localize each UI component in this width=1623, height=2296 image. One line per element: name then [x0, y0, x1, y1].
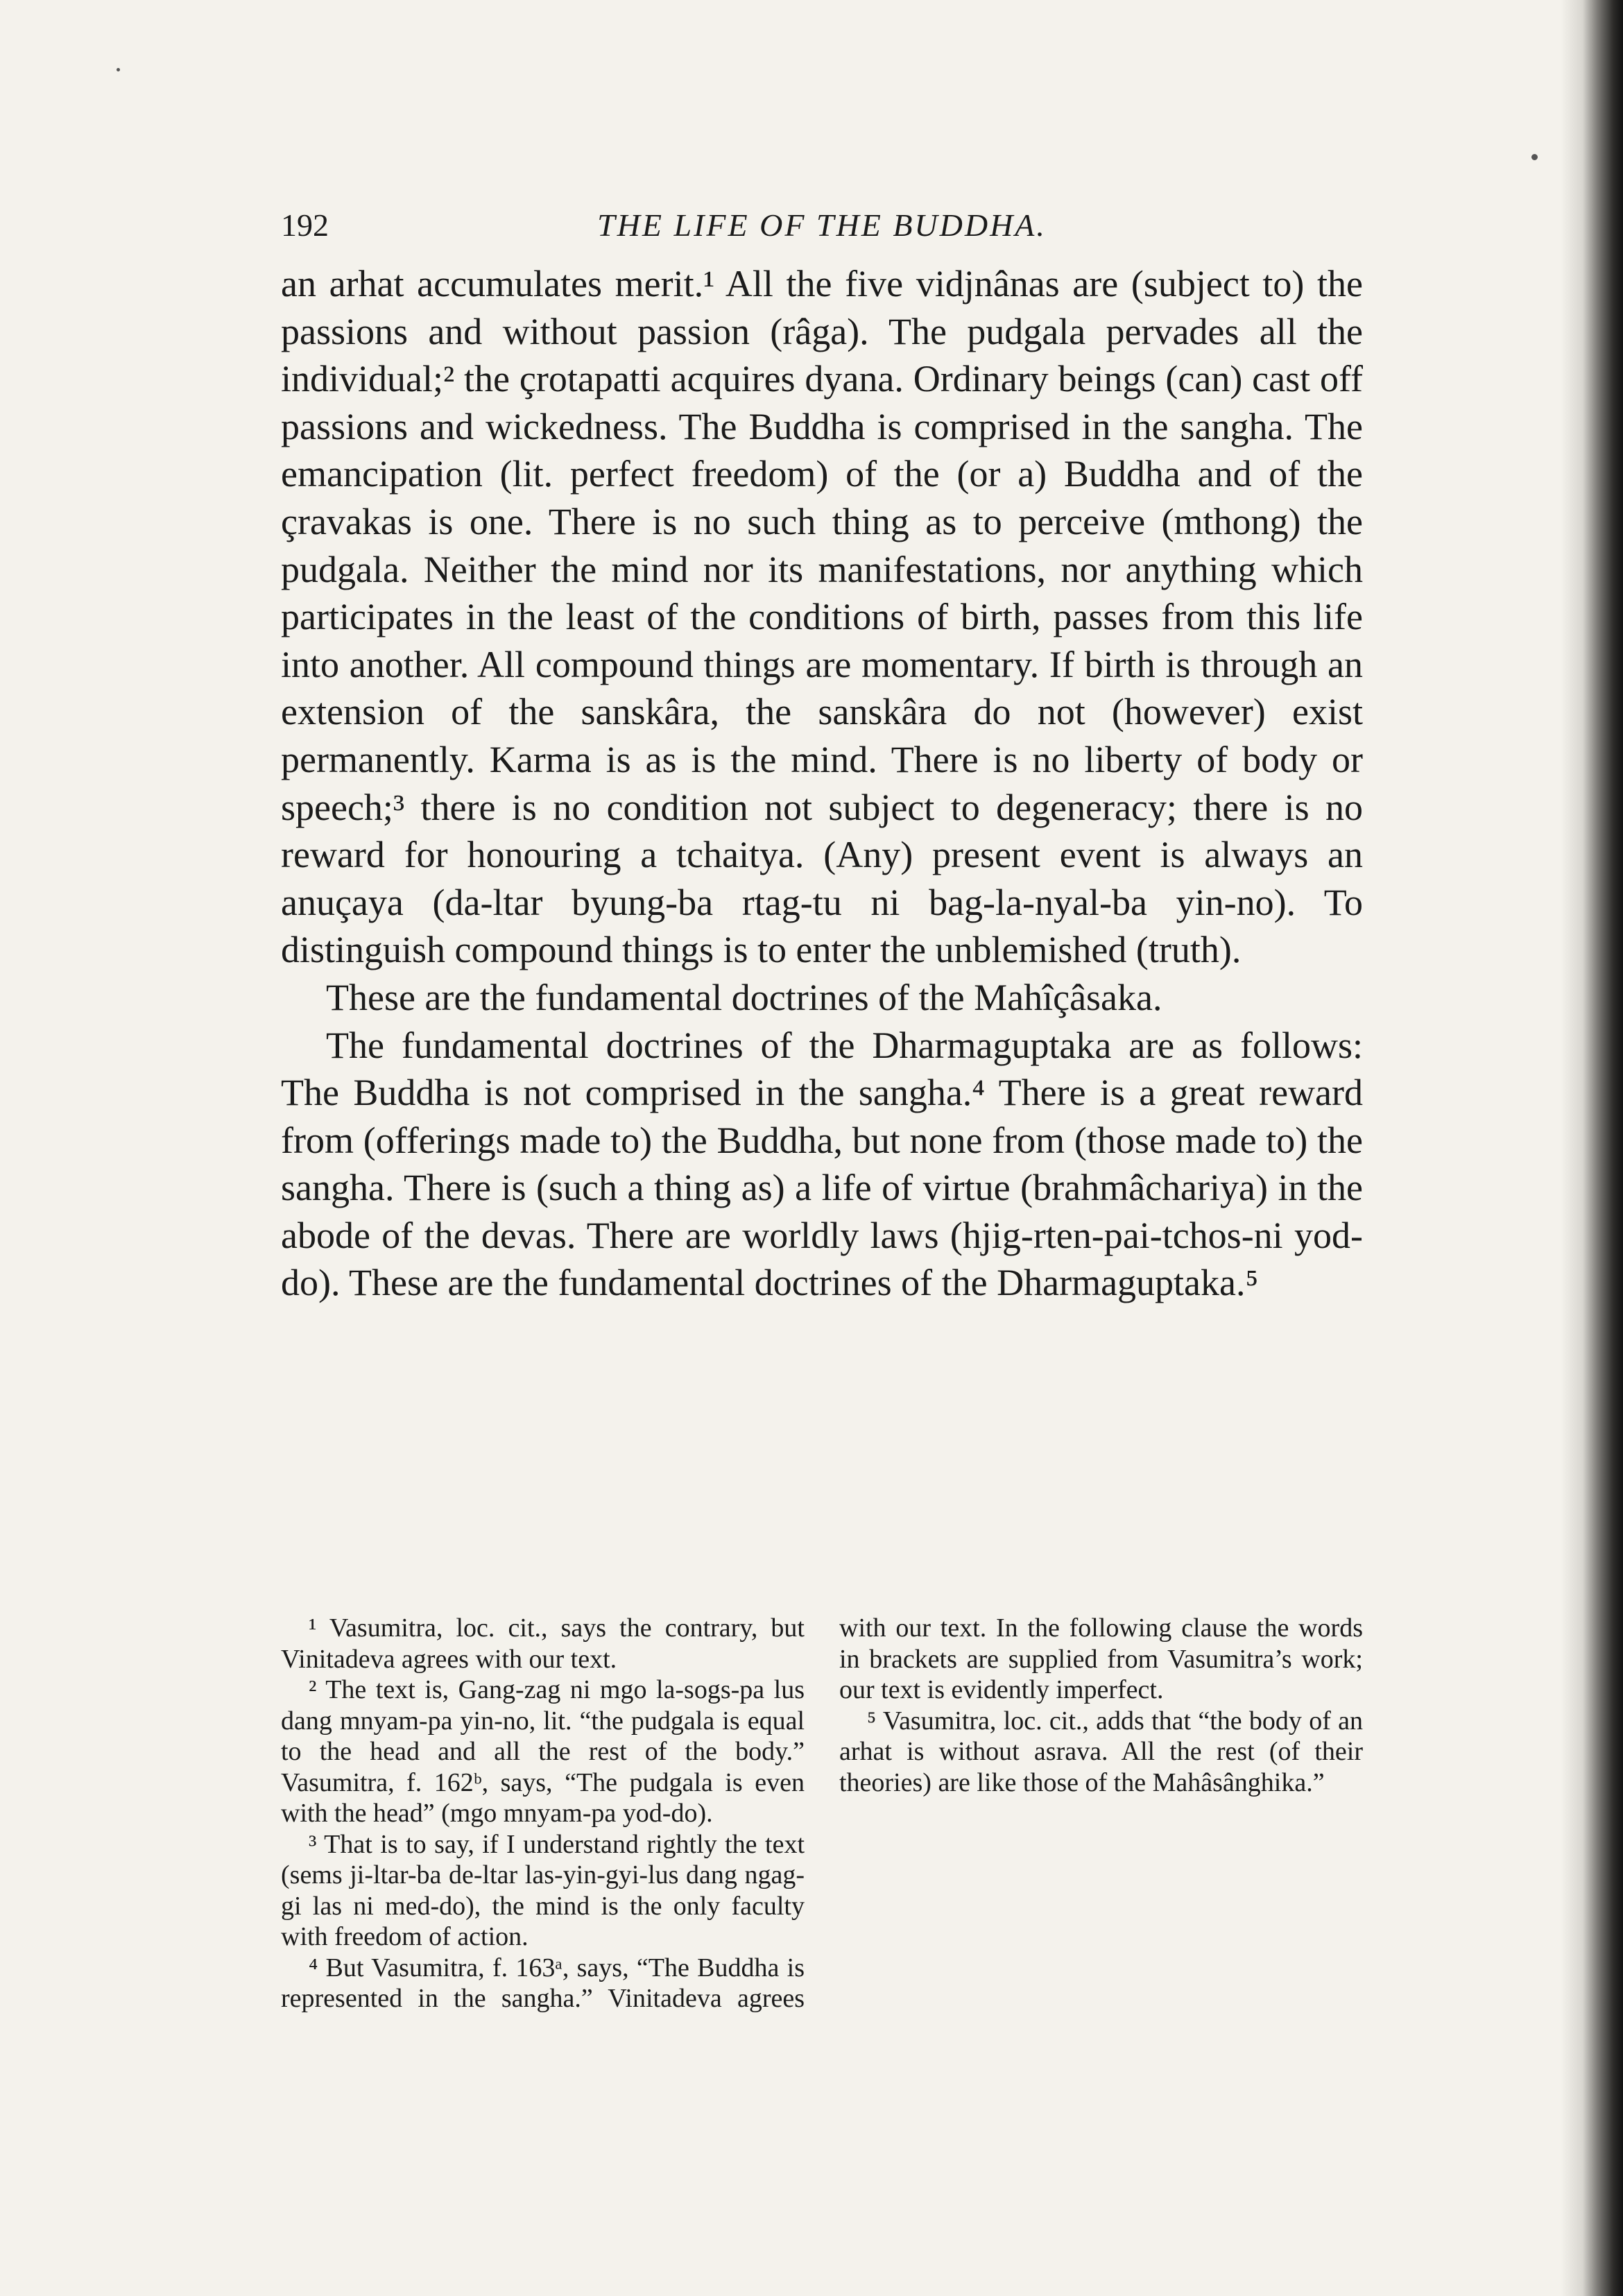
dust-speck [1531, 154, 1538, 160]
page-number: 192 [281, 207, 329, 243]
footnote-4: ⁴ But Vasumitra, f. 163ᵃ, says, “The Buddha is represented in the sangha.” Vinitadeva agrees with our text. In the following clause the words in brackets are supplied from Vasumitra’s work; our text is evidently imperfect. [281, 1613, 1363, 2013]
footnote-1: ¹ Vasumitra, loc. cit., says the contrary, but Vinitadeva agrees with our text. [281, 1613, 805, 1674]
paragraph-dharmaguptaka-doctrines: The fundamental doctrines of the Dharmaguptaka are as follows: The Buddha is not comprised in the sangha.⁴ There is a great reward from (offerings made to) the Buddha, but none from (those made to) the sangha. There is (such a thing as) a life of virtue (brahmâchariya) in the abode of the devas. There are worldly laws (hjig-rten-pai-tchos-ni yod-do). These are the fundamental doctrines of the Dharmaguptaka.⁵ [281, 1024, 1363, 1304]
page-header [281, 201, 1363, 257]
footnotes [281, 1613, 1363, 2029]
running-title: THE LIFE OF THE BUDDHA. [597, 207, 1047, 243]
footnote-3: ³ That is to say, if I understand rightly the text (sems ji-ltar-ba de-ltar las-yin-gyi-lus dang ngag-gi las ni med-do), the mind is the only faculty with freedom of action. [281, 1829, 805, 1951]
paragraph-mahisasaka-doctrines: an arhat accumulates merit.¹ All the five vidjnânas are (subject to) the passions and without passion (râga). The pudgala pervades all the individual;² the çrotapatti acquires dyana. Ordinary beings (can) cast off passions and wickedness. The Buddha is comprised in the sangha. The emancipation (lit. perfect freedom) of the (or a) Buddha and of the çravakas is one. There is no such thing as to perceive (mthong) the pudgala. Neither the mind nor its manifestations, nor anything which participates in the least of the conditions of birth, passes from this life into another. All compound things are momentary. If birth is through an extension of the sanskâra, the sanskâra do not (however) exist permanently. Karma is as is the mind. There is no liberty of body or speech;³ there is no condition not subject to degeneracy; there is no reward for honouring a tchaitya. (Any) present event is always an anuçaya (da-ltar byung-ba rtag-tu ni bag-la-nyal-ba yin-no). To distinguish compound things is to enter the unblemished (truth). [281, 263, 1363, 971]
footnote-2: ² The text is, Gang-zag ni mgo la-sogs-pa lus dang mnyam-pa yin-no, lit. “the pudgala is equal to the head and all the rest of the body.” Vasumitra, f. 162ᵇ, says, “The pudgala is even with the head” (mgo mnyam-pa yod-do). [281, 1675, 805, 1828]
paragraph-mahisasaka-closing: These are the fundamental doctrines of the Mahîçâsaka. [326, 976, 1162, 1018]
page-edge-shadow [1561, 0, 1623, 2296]
dust-speck [117, 68, 120, 71]
footnote-5: ⁵ Vasumitra, loc. cit., adds that “the body of an arhat is without asrava. All the rest (of their theories) are like those of the Mahâsânghika.” [839, 1706, 1363, 1797]
body-text [281, 260, 1363, 1307]
